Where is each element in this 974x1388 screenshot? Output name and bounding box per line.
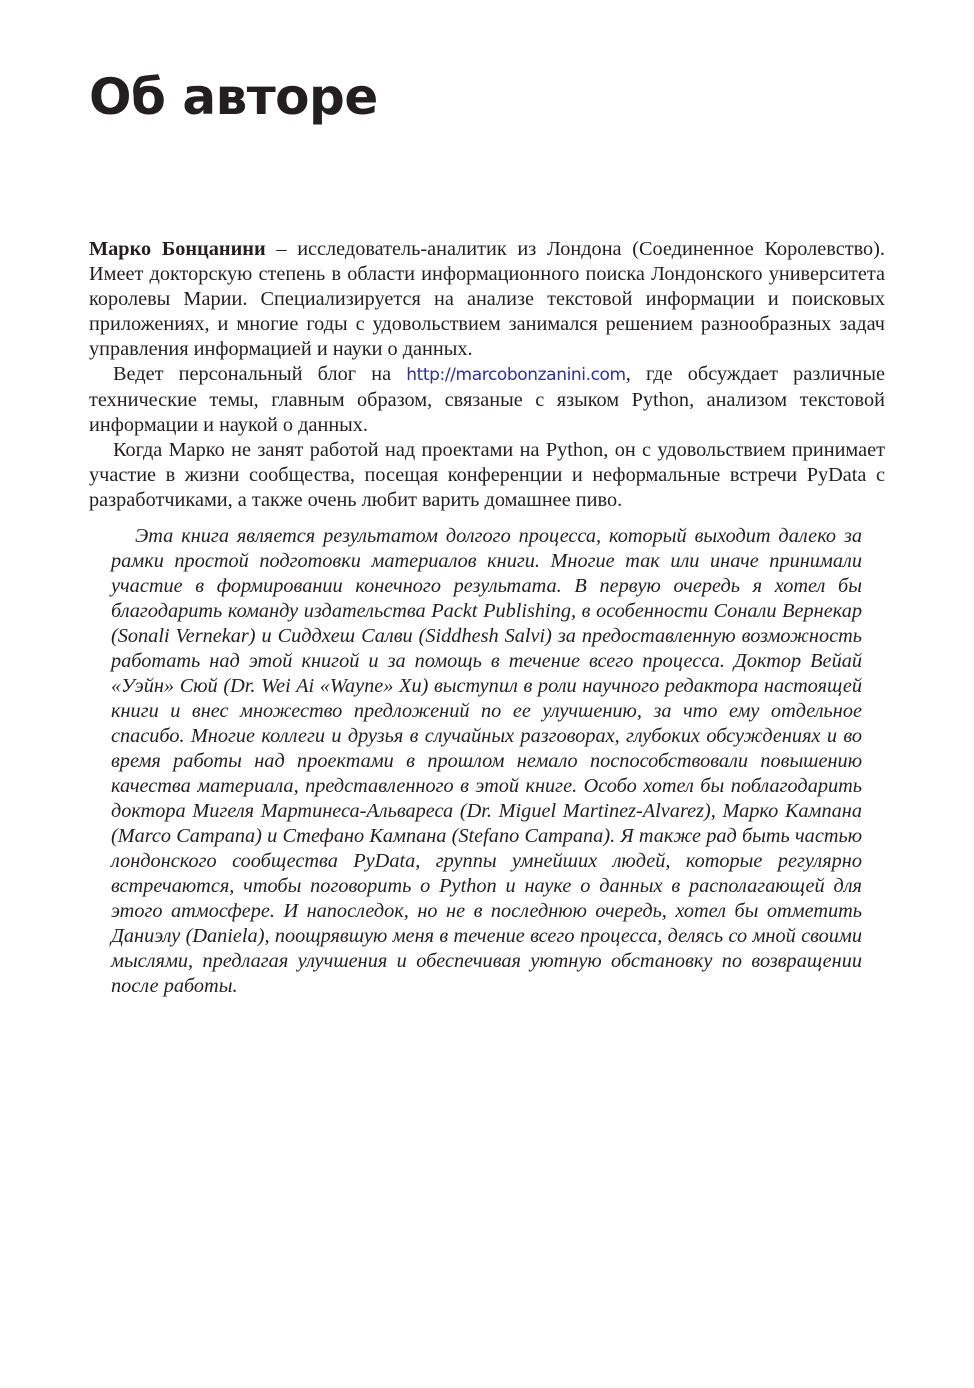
blog-text-after: , где обсуждает различные технические темы, главным образом, связаные с языком Python, анализом текстовой информации и наукой о данных. (89, 363, 885, 436)
bio-intro-text: – исследователь-аналитик из Лондона (Соединенное Королевство). Имеет докторскую степень в области информационного поиска Лондонского университета королевы Марии. Специализируется на анализе текстовой информации и поисковых приложениях, и многие годы с удовольствием занимался решением разнообразных задач управления информацией и науки о данных. (89, 238, 886, 360)
author-name: Марко Бонцанини (89, 238, 266, 260)
page-title: Об авторе (89, 68, 378, 126)
bio-paragraph-intro (89, 237, 885, 362)
bio-paragraph-blog (89, 362, 885, 438)
blog-text-before: Ведет персональный блог на (113, 363, 407, 385)
acknowledgement-paragraph: Эта книга является результатом долгого процесса, который выходит далеко за рамки простой подготовки материалов книги. Многие так или иначе принимали участие в формировании конечного результата. В первую очередь я хотел бы благодарить команду издательства Packt Publishing, в особенности Сонали Вернекар (Sonali Vernekar) и Сиддхеш Салви (Siddhesh Salvi) за предоставленную возможность работать над этой книгой и за помощь в течение всего процесса. Доктор Вейай «Уэйн» Сюй (Dr. Wei Ai «Wayne» Xu) выступил в роли научного редактора настоящей книги и внес множество предложений по ее улучшению, за что ему отдельное спасибо. Многие коллеги и друзья в случайных разговорах, глубоких обсуждениях и во время работы над проектами в прошлом немало поспособствовали повышению качества материала, представленного в этой книге. Особо хотел бы поблагодарить доктора Мигеля Мартинеса-Альвареса (Dr. Miguel Martinez-Alvarez), Марко Кампана (Marco Campana) и Стефано Кампана (Stefano Campana). Я также рад быть частью лондонского сообщества PyData, группы умнейших людей, которые регулярно встречаются, чтобы поговорить о Python и науке о данных в располагающей для этого атмосфере. И напоследок, но не в последнюю очередь, хотел бы отметить Даниэлу (Daniela), поощрявшую меня в течение всего процесса, делясь со мной своими мыслями, предлагая улучшения и обеспечивая уютную обстановку по возвращении после работы. (111, 525, 862, 997)
author-bio (89, 237, 885, 513)
blog-link[interactable]: http://marcobonzanini.com (406, 365, 626, 385)
bio-paragraph-community: Когда Марко не занят работой над проектами на Python, он с удовольствием принимает участие в жизни сообщества, посещая конференции и неформальные встречи PyData с разработчиками, а также очень любит варить домашнее пиво. (89, 439, 885, 511)
